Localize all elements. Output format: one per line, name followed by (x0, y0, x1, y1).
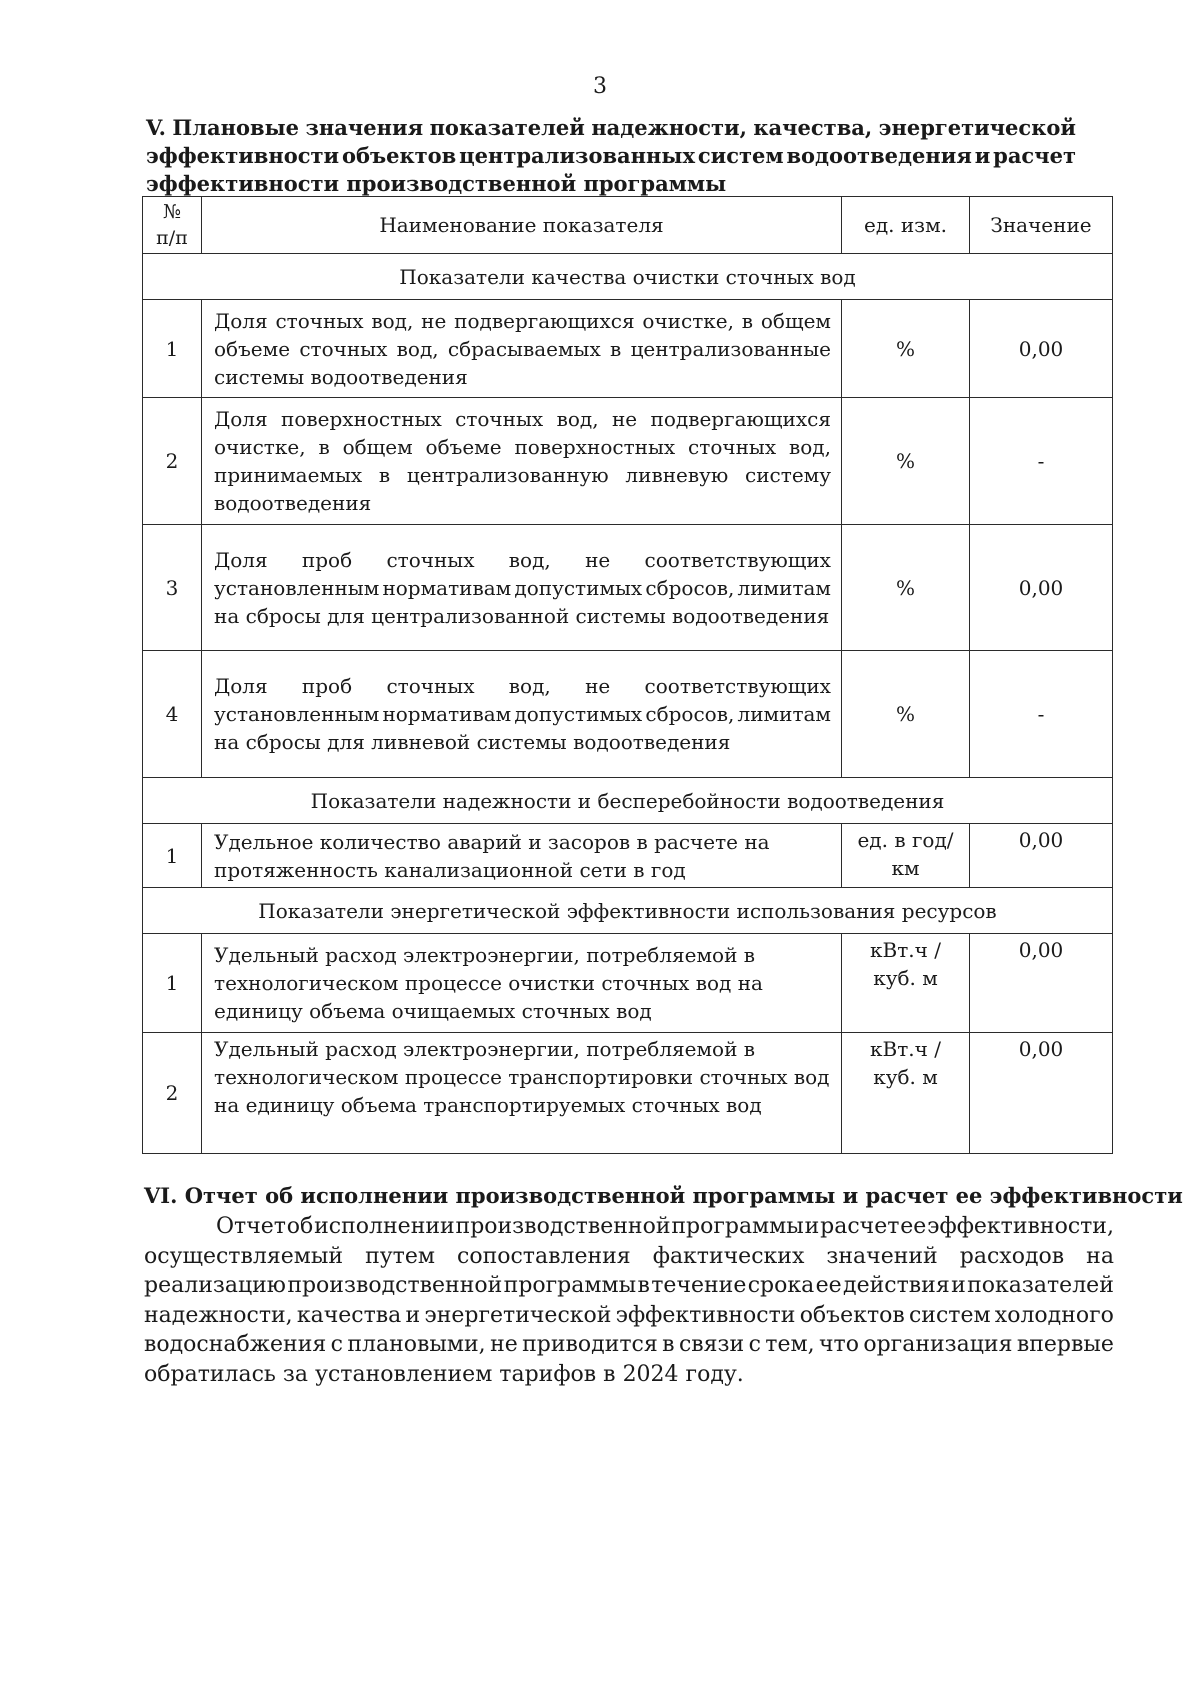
row-number: 1 (143, 300, 202, 398)
word: вод, (508, 547, 551, 572)
table-header-row (143, 197, 1113, 254)
group-title: Показатели качества очистки сточных вод (143, 254, 1113, 300)
word: сточных (275, 308, 364, 333)
word: холодного (994, 1302, 1114, 1328)
row-name-line (214, 335, 831, 363)
word: сточных (386, 547, 475, 572)
group-title: Показатели энергетической эффективности использования ресурсов (143, 888, 1113, 934)
word: на (1086, 1243, 1114, 1269)
row-name (202, 398, 842, 525)
word: установленным (214, 575, 380, 600)
word: вод, (371, 308, 414, 333)
word: Доля (214, 547, 268, 572)
word: установленным (214, 702, 380, 726)
group-row (143, 254, 1113, 300)
group-title: Показатели надежности и бесперебойности водоотведения (143, 778, 1113, 824)
word: энергетической (424, 1302, 612, 1328)
word: объектов (799, 1302, 905, 1328)
group-row (143, 888, 1113, 934)
header-name: Наименование показателя (202, 197, 842, 254)
row-number: 1 (143, 934, 202, 1033)
row-number: 2 (143, 398, 202, 525)
row-value: 0,00 (970, 824, 1113, 888)
row-name-line (214, 307, 831, 335)
row-number: 2 (143, 1033, 202, 1154)
word: нормативам (382, 702, 512, 726)
word: ее (900, 1214, 927, 1239)
section-6-title: VI. Отчет об исполнении производственной программы и расчет ее эффективности (144, 1183, 1183, 1208)
row-name-line: системы водоотведения (214, 364, 468, 389)
row-name-line: технологическом процессе очистки сточных вод на (214, 971, 763, 995)
word: вод, (556, 407, 599, 431)
word: в (741, 308, 754, 333)
word: общем (342, 435, 413, 459)
word: сбрасываемых (447, 336, 601, 361)
word: сточных (299, 336, 388, 361)
table-row (143, 300, 1113, 398)
section-6-paragraph (144, 1212, 1114, 1389)
section-5-title-line: эффективности объектов централизованных систем водоотведения и расчет (146, 143, 1076, 168)
word: приводится (522, 1332, 658, 1357)
word: производственной (455, 1214, 671, 1239)
table-row (143, 1033, 1113, 1154)
row-name (202, 300, 842, 398)
word: путем (365, 1243, 435, 1269)
word: допустимых (514, 575, 643, 600)
row-name-line (214, 405, 831, 433)
row-name (202, 1033, 842, 1154)
word: надежности, (144, 1302, 293, 1328)
table-row (143, 525, 1113, 651)
word: значений (826, 1243, 938, 1269)
paragraph-line (144, 1330, 1114, 1360)
row-name-line: технологическом процессе транспортировки сточных вод (214, 1065, 830, 1089)
word: не (611, 407, 638, 431)
indicators-table (142, 196, 1113, 1154)
word: объеме (214, 336, 291, 361)
row-unit: ед. в год/ км (842, 824, 970, 888)
word: сбросов, (645, 702, 735, 726)
word: и (951, 1273, 966, 1298)
word: плановыми, (347, 1332, 486, 1357)
word: централизованные (630, 336, 831, 361)
word: нормативам (382, 575, 512, 600)
word: ливневую (625, 463, 729, 487)
word: не (421, 308, 447, 333)
table-row (143, 398, 1113, 525)
section-5-title-line: эффективности производственной программы (146, 171, 727, 196)
word: организация (863, 1332, 1013, 1357)
paragraph-line (144, 1212, 1114, 1242)
word: в (662, 1332, 675, 1357)
row-name-line: Удельный расход электроэнергии, потребляемой в (214, 1037, 756, 1061)
word: очистке, (214, 435, 306, 459)
row-value: 0,00 (970, 1033, 1113, 1154)
word: не (490, 1332, 518, 1357)
word: поверхностных (281, 407, 442, 431)
word: производственной (287, 1273, 503, 1298)
row-name-line (214, 700, 831, 728)
word: вод, (788, 435, 831, 459)
row-name-line: протяженность канализационной сети в год (214, 857, 686, 882)
word: качества (296, 1302, 402, 1328)
word: ее (815, 1273, 842, 1298)
word: проб (301, 547, 353, 572)
word: с (748, 1332, 761, 1357)
word: Доля (214, 308, 268, 333)
word: и (804, 1214, 820, 1239)
word: поверхностных (514, 435, 676, 459)
header-value: Значение (970, 197, 1113, 254)
word: тем, (765, 1332, 815, 1357)
row-name-line (214, 672, 831, 700)
table-row (143, 651, 1113, 778)
row-value: - (970, 398, 1113, 525)
word: в (610, 336, 622, 361)
row-unit: кВт.ч / куб. м (842, 1033, 970, 1154)
group-row (143, 778, 1113, 824)
word: водоснабжения (144, 1332, 327, 1357)
section-5-title (146, 114, 1076, 198)
word: систему (745, 463, 831, 487)
header-unit: ед. изм. (842, 197, 970, 254)
row-name (202, 525, 842, 651)
table-row (143, 824, 1113, 888)
row-value: 0,00 (970, 934, 1113, 1033)
word: соответствующих (644, 674, 831, 698)
word: об (286, 1214, 314, 1239)
row-unit: кВт.ч / куб. м (842, 934, 970, 1033)
row-unit: % (842, 525, 970, 651)
word: с (330, 1332, 343, 1357)
word: объеме (425, 435, 502, 459)
word: сточных (688, 435, 777, 459)
row-value: 0,00 (970, 300, 1113, 398)
word: подвергающихся (650, 407, 831, 431)
word: осуществляемый (144, 1243, 344, 1269)
page-number: 3 (593, 74, 607, 99)
row-value: - (970, 651, 1113, 778)
row-name-line (214, 461, 831, 489)
row-name-line: Удельный расход электроэнергии, потребляемой в (214, 943, 756, 967)
word: течение (651, 1273, 747, 1298)
row-name-line: водоотведения (214, 491, 372, 515)
word: допустимых (514, 702, 643, 726)
paragraph-line (144, 1301, 1114, 1331)
word: Доля (214, 407, 268, 431)
word: общем (760, 308, 831, 333)
paragraph-line (144, 1271, 1114, 1301)
row-name-line (214, 546, 831, 574)
row-name (202, 651, 842, 778)
word: фактических (652, 1243, 805, 1269)
word: Доля (214, 674, 268, 698)
paragraph-line (144, 1242, 1114, 1272)
row-unit: % (842, 651, 970, 778)
row-name-line: на сбросы для ливневой системы водоотведения (214, 730, 731, 754)
word: вод, (396, 336, 439, 361)
word: вод, (508, 674, 551, 698)
row-number: 1 (143, 824, 202, 888)
word: проб (301, 674, 353, 698)
word: что (818, 1332, 859, 1357)
word: Отчет (216, 1214, 286, 1239)
word: впервые (1016, 1332, 1114, 1357)
row-name-line: на единицу объема транспортируемых сточных вод (214, 1093, 762, 1117)
word: в (318, 435, 330, 459)
row-name-line (214, 574, 831, 602)
row-name (202, 824, 842, 888)
word: эффективности, (927, 1214, 1114, 1239)
row-unit: % (842, 398, 970, 525)
paragraph-line: обратилась за установлением тарифов в 2024 году. (144, 1361, 744, 1387)
row-name-line: на сбросы для централизованной системы водоотведения (214, 603, 830, 628)
word: расчет (820, 1214, 900, 1239)
word: принимаемых (214, 463, 363, 487)
word: срока (747, 1273, 815, 1298)
word: не (585, 674, 611, 698)
row-unit: % (842, 300, 970, 398)
word: сточных (455, 407, 544, 431)
row-name-line (214, 433, 831, 461)
row-number: 3 (143, 525, 202, 651)
word: сбросов, (645, 575, 735, 600)
row-name (202, 934, 842, 1033)
word: реализацию (144, 1273, 286, 1298)
word: и (405, 1302, 421, 1328)
word: связи (678, 1332, 745, 1357)
word: централизованную (406, 463, 609, 487)
section-5-title-line: V. Плановые значения показателей надежности, качества, энергетической (146, 115, 1076, 140)
row-number: 4 (143, 651, 202, 778)
word: сточных (386, 674, 475, 698)
word: расходов (959, 1243, 1065, 1269)
word: программы (503, 1273, 637, 1298)
word: не (585, 547, 611, 572)
word: лимитам (737, 702, 831, 726)
word: программы (671, 1214, 804, 1239)
row-value: 0,00 (970, 525, 1113, 651)
word: в (637, 1273, 650, 1298)
word: очистке, (642, 308, 734, 333)
word: систем (908, 1302, 991, 1328)
word: исполнении (314, 1214, 455, 1239)
row-name-line: Удельное количество аварий и засоров в расчете на (214, 829, 770, 854)
table-row (143, 934, 1113, 1033)
word: эффективности (615, 1302, 796, 1328)
word: сопоставления (457, 1243, 631, 1269)
word: лимитам (737, 575, 831, 600)
word: соответствующих (644, 547, 831, 572)
word: подвергающихся (454, 308, 635, 333)
word: действия (843, 1273, 950, 1298)
word: показателей (967, 1273, 1114, 1298)
row-name-line: единицу объема очищаемых сточных вод (214, 999, 652, 1023)
word: в (378, 463, 391, 487)
header-number: № п/п (143, 197, 202, 254)
